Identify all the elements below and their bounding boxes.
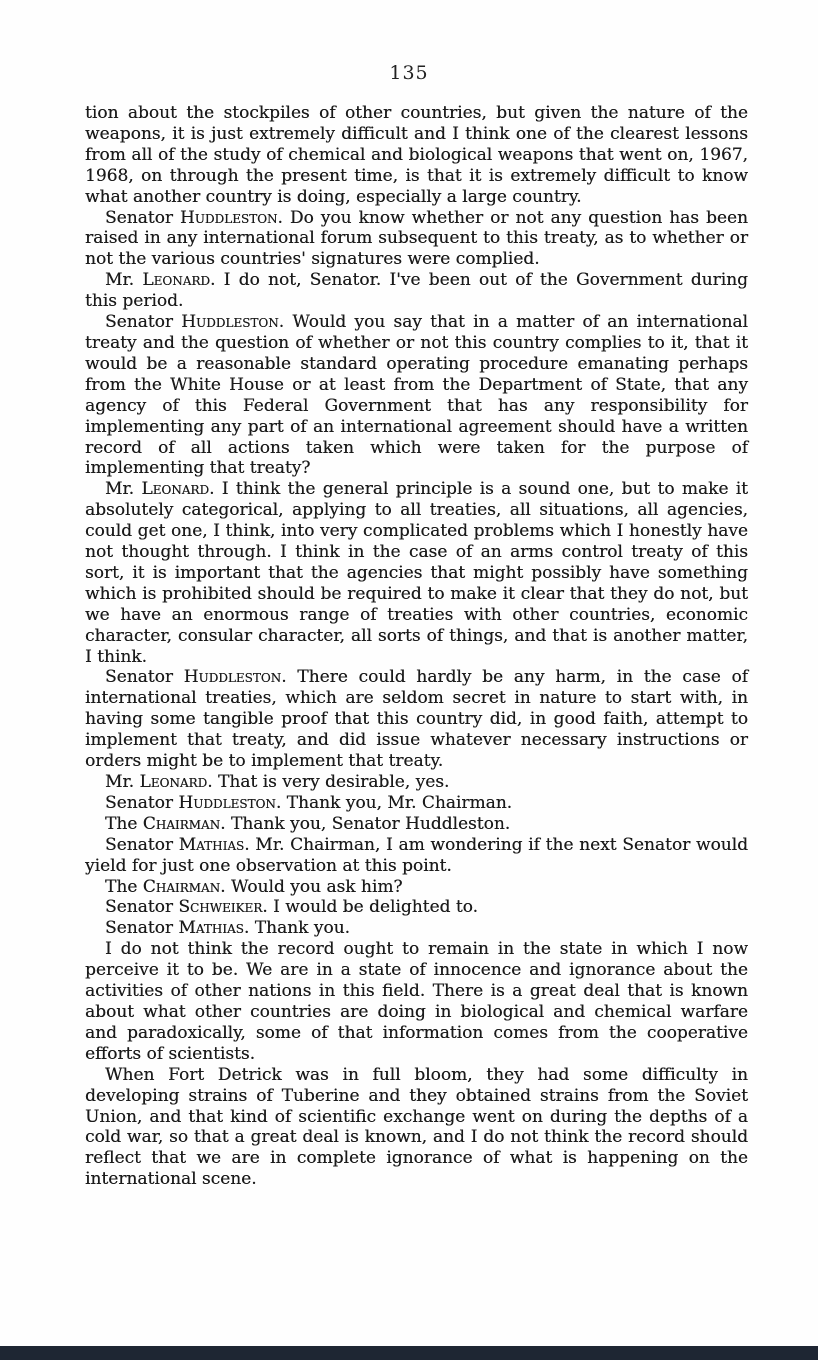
transcript-paragraph: Senator Huddleston. Would you say that in a matter of an international treaty and the question of whether or not this country complies to it, that it would be a reasonable standard operating procedure emanating perhaps from the White House or at least from the Department of State, that any agency of this Federal Government that has any responsibility for implementing any part of an international agreement should have a written record of all actions taken which were taken for the purpose of implementing that treaty? <box>85 312 748 479</box>
transcript-paragraph: When Fort Detrick was in full bloom, they had some difficulty in developing strains of Tuberine and they obtained strains from the Soviet Union, and that kind of scientific exchange went on during the depths of a cold war, so that a great deal is known, and I do not think the record should reflect that we are in complete ignorance of what is happening on the international scene. <box>85 1064 748 1190</box>
speaker-title: Mr. <box>105 479 142 500</box>
transcript-text-block <box>85 103 748 1190</box>
transcript-paragraph: Mr. Leonard. I think the general principle is a sound one, but to make it absolutely categorical, applying to all treaties, all situations, all agencies, could get one, I think, into very complicated problems which I honestly have not thought through. I think in the case of an arms control treaty of this sort, it is important that the agencies that might possibly have something which is prohibited should be required to make it clear that they do not, but we have an enormous range of treaties with other countries, economic character, consular character, all sorts of things, and that is another matter, I think. <box>85 479 749 667</box>
transcript-paragraph: Senator Mathias. Mr. Chairman, I am wondering if the next Senator would yield for just one observation at this point. <box>85 834 748 876</box>
speaker-name: Leonard <box>141 479 210 500</box>
speaker-name: Huddleston <box>179 207 278 228</box>
transcript-paragraph: The Chairman. Would you ask him? <box>105 876 403 897</box>
speaker-name: Schweiker <box>178 897 263 918</box>
transcript-paragraph: Mr. Leonard. That is very desirable, yes. <box>105 772 450 792</box>
speaker-title: Mr. <box>105 772 140 792</box>
transcript-paragraph: Senator Mathias. Thank you. <box>105 918 350 939</box>
transcript-paragraph: Senator Huddleston. Do you know whether or not any question has been raised in any international forum subsequent to this treaty, as to whether or not the various countries' signatures were complied. <box>85 207 748 270</box>
speaker-name: Mathias <box>178 918 244 939</box>
transcript-paragraph: Senator Huddleston. Thank you, Mr. Chairman. <box>105 792 513 813</box>
speaker-title: Senator <box>105 918 179 939</box>
speaker-name: Huddleston <box>178 792 276 813</box>
speaker-title: Senator <box>105 834 179 855</box>
scan-bottom-edge-bar <box>0 1346 818 1360</box>
transcript-paragraph: Senator Huddleston. There could hardly be any harm, in the case of international treaties, which are seldom secret in nature to start with, in having some tangible proof that this country did, in good faith, attempt to implement that treaty, and did issue whatever necessary instructions or orders might be to implement that treaty. <box>85 667 748 772</box>
speaker-name: Leonard <box>139 772 208 792</box>
speaker-name: Leonard <box>142 270 211 291</box>
speaker-name: Chairman <box>142 876 221 897</box>
speaker-title: The <box>105 813 143 834</box>
speaker-name: Chairman <box>142 813 221 834</box>
transcript-paragraph: Mr. Leonard. I do not, Senator. I've been out of the Government during this period. <box>85 270 748 312</box>
speaker-name: Huddleston <box>183 667 282 688</box>
speaker-name: Huddleston <box>181 312 279 333</box>
transcript-paragraph: The Chairman. Thank you, Senator Huddleston. <box>105 813 511 834</box>
speaker-title: Mr. <box>105 270 143 291</box>
speaker-title: Senator <box>105 312 182 333</box>
speaker-title: Senator <box>105 897 179 918</box>
speaker-title: Senator <box>105 667 184 688</box>
speaker-name: Mathias <box>178 834 245 855</box>
transcript-paragraph: I do not think the record ought to remain in the state in which I now perceive it to be. We are in a state of innocence and ignorance about the activities of other nations in this field. There is a great deal that is known about what other countries are doing in biological and chemical warfare and paradoxically, some of that information comes from the cooperative efforts of scientists. <box>85 939 748 1064</box>
transcript-paragraph: tion about the stockpiles of other countries, but given the nature of the weapons, it is just extremely difficult and I think one of the clearest lessons from all of the study of chemical and biological weapons that went on, 1967, 1968, on through the present time, is that it is extremely difficult to know what another country is doing, especially a large country. <box>85 103 748 207</box>
speaker-title: Senator <box>105 792 179 813</box>
transcript-paragraph: Senator Schweiker. I would be delighted to. <box>105 897 479 918</box>
page-number: 135 <box>389 62 429 84</box>
speaker-title: The <box>105 876 143 897</box>
speaker-title: Senator <box>105 207 180 228</box>
